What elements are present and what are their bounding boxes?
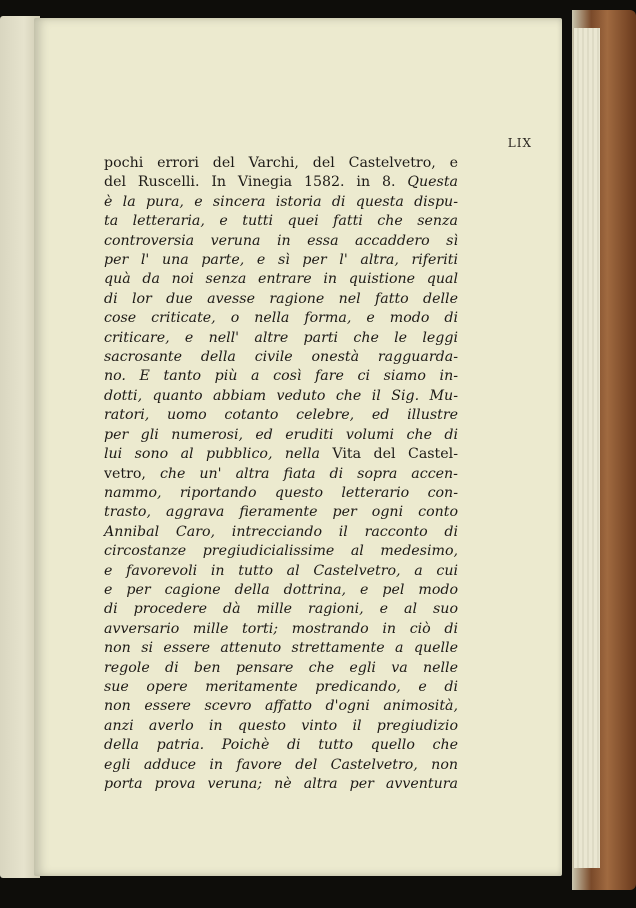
text-line bbox=[104, 484, 458, 503]
text-segment: non essere scevro affatto d'ogni animosità, bbox=[104, 698, 458, 715]
text-line bbox=[104, 697, 458, 716]
text-line bbox=[104, 503, 458, 522]
text-segment: per gli numerosi, ed eruditi volumi che di bbox=[104, 426, 458, 443]
text-line bbox=[104, 251, 458, 270]
text-line bbox=[104, 329, 458, 348]
text-line bbox=[104, 736, 458, 755]
stacked-page-edges bbox=[574, 28, 600, 868]
text-line bbox=[104, 542, 458, 561]
book-page bbox=[34, 18, 562, 876]
text-segment: regole di ben pensare che egli va nelle bbox=[104, 659, 458, 676]
text-line bbox=[104, 154, 458, 173]
text-line bbox=[104, 717, 458, 736]
text-segment: avversario mille torti; mostrando in ciò di bbox=[104, 620, 458, 637]
text-line bbox=[104, 290, 458, 309]
text-segment: trasto, aggrava fieramente per ogni conto bbox=[104, 504, 458, 521]
text-segment: nammo, riportando questo letterario con- bbox=[104, 484, 458, 501]
text-line bbox=[104, 232, 458, 251]
text-segment: egli adduce in favore del Castelvetro, non bbox=[104, 756, 458, 773]
text-segment: e per cagione della dottrina, e pel modo bbox=[104, 581, 458, 598]
text-line bbox=[104, 270, 458, 289]
text-segment: pochi errori del Varchi, del Castelvetro, e bbox=[104, 155, 458, 171]
body-text bbox=[104, 154, 458, 794]
text-line bbox=[104, 465, 458, 484]
text-line bbox=[104, 445, 458, 464]
text-line bbox=[104, 212, 458, 231]
text-line bbox=[104, 387, 458, 406]
text-segment: quà da noi senza entrare in quistione qual bbox=[104, 271, 458, 288]
text-line bbox=[104, 659, 458, 678]
text-segment: circostanze pregiudicialissime al medesimo, bbox=[104, 543, 458, 560]
text-line bbox=[104, 756, 458, 775]
text-segment: vetro, bbox=[104, 465, 160, 482]
text-segment: del Ruscelli. In Vinegia 1582. in 8. bbox=[104, 174, 408, 191]
text-line bbox=[104, 775, 458, 794]
text-segment: porta prova veruna; nè altra per avventura bbox=[104, 776, 458, 792]
text-segment: Annibal Caro, intrecciando il racconto di bbox=[104, 523, 458, 540]
page-number: LIX bbox=[507, 136, 532, 150]
text-segment: sue opere meritamente predicando, e di bbox=[104, 678, 458, 695]
text-segment: di lor due avesse ragione nel fatto delle bbox=[104, 290, 458, 307]
text-segment: ratori, uomo cotanto celebre, ed illustre bbox=[104, 407, 458, 424]
text-segment: dotti, quanto abbiam veduto che il Sig. Mu- bbox=[104, 387, 458, 404]
text-line bbox=[104, 639, 458, 658]
text-line bbox=[104, 678, 458, 697]
text-line bbox=[104, 348, 458, 367]
text-line bbox=[104, 193, 458, 212]
text-segment: di procedere dà mille ragioni, e al suo bbox=[104, 601, 458, 618]
text-segment: Vita del Castel- bbox=[332, 446, 458, 463]
text-segment: criticare, e nell' altre parti che le leggi bbox=[104, 329, 458, 346]
text-segment: è la pura, e sincera istoria di questa dispu- bbox=[104, 193, 458, 210]
text-segment: per l' una parte, e sì per l' altra, riferiti bbox=[104, 252, 458, 269]
text-line bbox=[104, 367, 458, 386]
text-segment: ta letteraria, e tutti quei fatti che senza bbox=[104, 213, 458, 230]
text-segment: sacrosante della civile onestà ragguarda- bbox=[104, 349, 458, 366]
text-segment: e favorevoli in tutto al Castelvetro, a cui bbox=[104, 562, 458, 579]
text-line bbox=[104, 620, 458, 639]
text-segment: della patria. Poichè di tutto quello che bbox=[104, 737, 458, 754]
text-line bbox=[104, 523, 458, 542]
text-segment: no. E tanto più a così fare ci siamo in- bbox=[104, 368, 458, 385]
text-segment: che un' altra fiata di sopra accen- bbox=[159, 465, 458, 482]
text-segment: Questa bbox=[407, 174, 458, 191]
text-line bbox=[104, 581, 458, 600]
text-line bbox=[104, 309, 458, 328]
text-line bbox=[104, 562, 458, 581]
text-line bbox=[104, 173, 458, 192]
text-segment: controversia veruna in essa accaddero sì bbox=[104, 232, 458, 249]
text-segment: non si essere attenuto strettamente a quelle bbox=[104, 640, 458, 657]
text-line bbox=[104, 426, 458, 445]
text-segment: cose criticate, o nella forma, e modo di bbox=[104, 310, 458, 327]
text-segment: anzi averlo in questo vinto il pregiudizio bbox=[104, 717, 458, 734]
text-segment: lui sono al pubblico, nella bbox=[104, 446, 333, 463]
text-line bbox=[104, 600, 458, 619]
text-line bbox=[104, 406, 458, 425]
